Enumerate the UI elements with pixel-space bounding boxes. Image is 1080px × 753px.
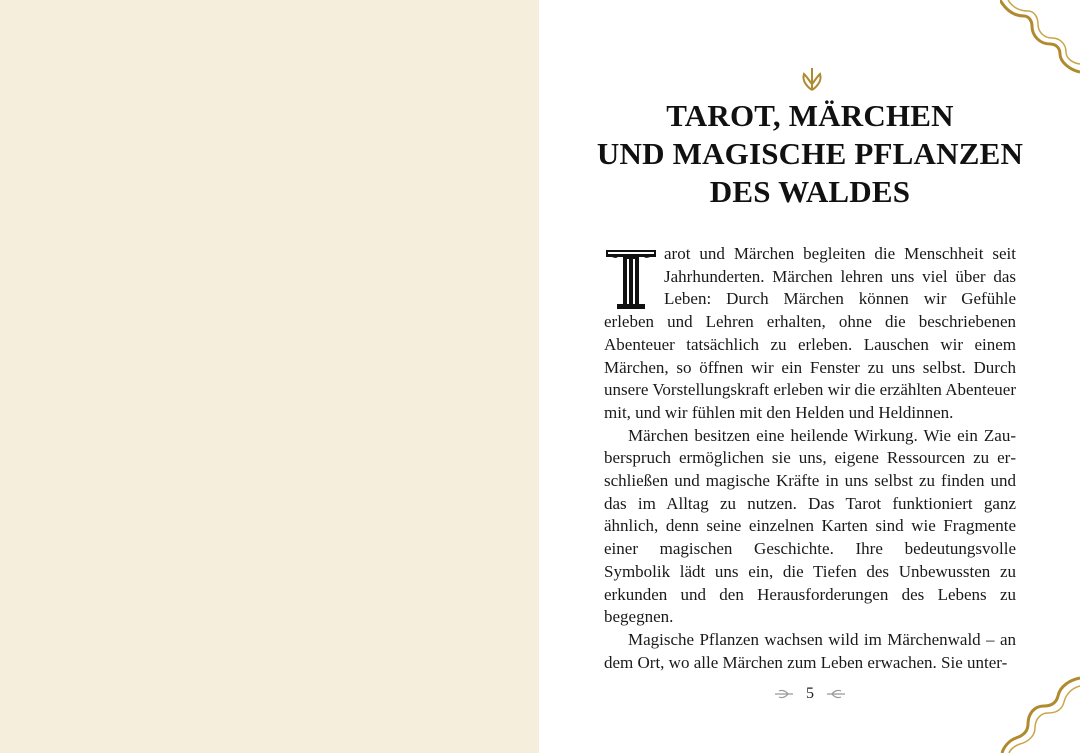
chapter-title — [595, 97, 1025, 211]
paragraph-1 — [604, 243, 1016, 425]
corner-ornament-bottom-icon — [1000, 668, 1080, 753]
page-footer — [770, 683, 850, 705]
page-number: 5 — [806, 685, 814, 702]
chapter-title-line-1: TAROT, MÄRCHEN — [666, 98, 954, 133]
chapter-title-line-2: UND MAGISCHE PFLANZEN — [596, 136, 1024, 171]
chapter-body — [604, 243, 1016, 674]
dropcap-t — [604, 246, 658, 310]
leaf-ornament-left-icon — [774, 688, 794, 700]
chapter-title-line-3: DES WALDES — [709, 174, 911, 209]
corner-ornament-top-icon — [1000, 0, 1080, 80]
paragraph-2: Märchen besitzen eine heilende Wirkung. Wie ein Zauberspruch ermöglichen sie uns, eigene Ressourcen zu erschließen und magische Kräfte in uns selbst zu finden und das im Alltag zu nutzen. Das Tarot funktioniert ganz ähnlich, denn seine einzelnen Karten sind wie Fragmente einer magischen Geschichte. Ihre bedeutungsvolle Symbolik lädt uns ein, die Tiefen des Unbewussten zu erkunden und den Herausforderungen des Lebens zu begegnen. — [604, 425, 1016, 627]
left-page-blank — [0, 0, 539, 753]
gold-leaf-ornament-icon — [800, 66, 824, 92]
leaf-ornament-right-icon — [826, 688, 846, 700]
paragraph-3: Magische Pflanzen wachsen wild im Märchenwald – an dem Ort, wo alle Märchen zum Leben erwachen. Sie unter- — [604, 629, 1016, 672]
paragraph-1-text: arot und Märchen begleiten die Menschheit seit Jahrhunderten. Märchen lehren uns viel über das Leben: Durch Märchen können wir Gefühle erleben und Lehren erhalten, ohne die beschriebenen Abenteuer tatsächlich zu erleben. Lauschen wir einem Märchen, so öffnen wir ein Fenster zu uns selbst. Durch unsere Vorstellungskraft erleben wir die erzählten Abenteuer mit, und wir fühlen mit den Helden und Heldinnen. — [604, 244, 1016, 422]
